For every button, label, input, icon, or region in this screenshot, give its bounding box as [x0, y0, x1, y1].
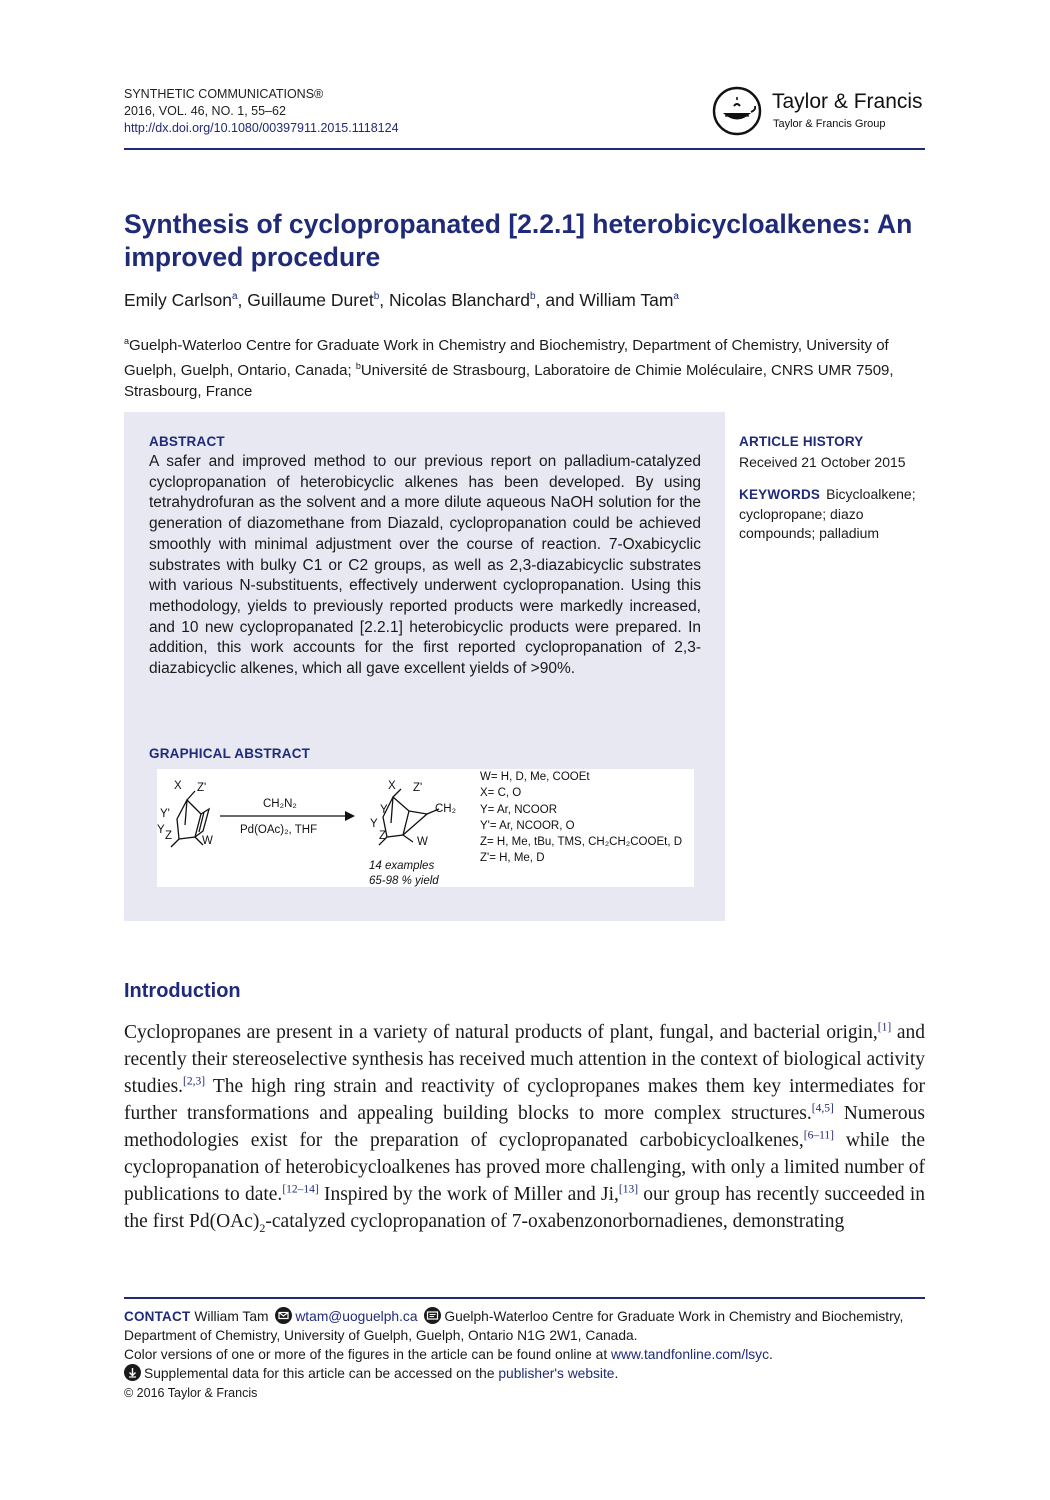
- label-x: X: [388, 780, 396, 792]
- label-x: X: [174, 780, 182, 792]
- publisher-group: Taylor & Francis Group: [773, 118, 886, 130]
- introduction-text: [124, 1019, 925, 1235]
- punctuation: .: [768, 1347, 773, 1362]
- affiliation-mark: b: [373, 291, 380, 303]
- introduction-heading: Introduction: [124, 980, 241, 1002]
- envelope-icon: [275, 1307, 292, 1324]
- citation-link[interactable]: [1]: [877, 1021, 892, 1034]
- supplemental-data-icon: [124, 1364, 141, 1381]
- author-name: William Tam: [579, 290, 674, 310]
- subscript: 2: [259, 1220, 266, 1235]
- publisher-logo: [712, 86, 932, 140]
- substituent-line: W= H, D, Me, COOEt: [480, 771, 590, 783]
- teapot-lamp-icon: [712, 86, 762, 136]
- contact-address: Guelph-Waterloo Centre for Graduate Work in Chemistry and Biochemistry, Department of Chemistry, University of Guelph, Guelph, Ontario N1G 2W1, Canada.: [124, 1309, 904, 1343]
- citation-link[interactable]: [6–11]: [803, 1129, 834, 1142]
- intro-text-run: Cyclopropanes are present in a variety of natural products of plant, fungal, and bacterial origin,: [124, 1022, 878, 1043]
- contact-name: William Tam: [194, 1309, 269, 1324]
- keywords-heading: KEYWORDS: [739, 487, 821, 502]
- received-date: Received 21 October 2015: [739, 454, 906, 470]
- affiliation-mark: a: [231, 291, 238, 303]
- email-link[interactable]: wtam@uoguelph.ca: [295, 1309, 418, 1324]
- journal-website-link[interactable]: www.tandfonline.com/lsyc: [611, 1347, 769, 1362]
- affiliation-b: Université de Strasbourg, Laboratoire de Chimie Moléculaire, CNRS UMR 7509, Strasbourg, France: [124, 362, 894, 400]
- examples-note: 14 examples: [369, 860, 435, 872]
- affiliations: [124, 331, 929, 402]
- citation-link[interactable]: [4,5]: [811, 1102, 834, 1115]
- article-title: Synthesis of cyclopropanated [2.2.1] heterobicycloalkenes: An improved procedure: [124, 209, 913, 272]
- affiliation-a: Guelph-Waterloo Centre for Graduate Work in Chemistry and Biochemistry, Department of Chemistry, University of Guelph, Guelph, Ontario, Canada;: [124, 337, 889, 379]
- keywords: [739, 485, 934, 544]
- abstract-heading: ABSTRACT: [149, 434, 225, 449]
- publisher-name: Taylor & Francis: [772, 90, 923, 113]
- color-note-line: [124, 1345, 925, 1364]
- intro-text-run: while the cyclopropanation of heterobicycloalkenes has proved more challenging, with only a limited number of publications to date.: [124, 1130, 925, 1205]
- substituent-line: Y= Ar, NCOOR: [480, 803, 558, 816]
- substituent-line: X= C, O: [480, 787, 522, 800]
- label-y: Y: [370, 818, 378, 830]
- keywords-list: Bicycloalkene; cyclopropane; diazo compounds; palladium: [739, 486, 916, 541]
- abstract-text: A safer and improved method to our previous report on palladium-catalyzed cyclopropanation of heterobicyclic alkenes has been developed. By using tetrahydrofuran as the solvent and a more dilute aqueous NaOH solution for the generation of diazomethane from Diazald, cyclopropanation could be achieved smoothly with minimal adjustment over the course of reaction. 7-Oxabicyclic substrates with bulky C1 or C2 groups, as well as 2,3-diazabicyclic substrates with various N-substituents, effectively underwent cyclopropanation. Using this methodology, yields to previously reported products were markedly increased, and 10 new cyclopropanated [2.2.1] heterobicyclic products were prepared. In addition, this work accounts for the first reported cyclopropanation of 2,3-diazabicyclic alkenes, which all gave excellent yields of >90%.: [149, 453, 701, 678]
- contact-block: [124, 1307, 925, 1383]
- copyright: © 2016 Taylor & Francis: [124, 1386, 258, 1400]
- intro-text-run: -catalyzed cyclopropanation of 7-oxabenzonorbornadienes, demonstrating: [265, 1211, 845, 1232]
- substituent-line: Z'= H, Me, D: [480, 852, 545, 865]
- author-separator: , and: [535, 290, 580, 310]
- substituent-line: Y'= Ar, NCOOR, O: [480, 819, 575, 832]
- color-note: Color versions of one or more of the figures in the article can be found online at: [124, 1347, 612, 1362]
- label-z-prime: Z': [413, 782, 423, 794]
- affiliation-mark: a: [124, 336, 130, 346]
- author-list: [124, 290, 679, 311]
- yield-note: 65-98 % yield: [369, 875, 439, 887]
- label-w: W: [202, 835, 213, 847]
- author-name: Nicolas Blanchard: [389, 290, 531, 310]
- label-z-prime: Z': [197, 782, 207, 794]
- label-z: Z: [165, 830, 173, 842]
- substituent-list: [480, 769, 682, 867]
- punctuation: .: [614, 1366, 619, 1381]
- author-name: Emily Carlson: [124, 290, 232, 310]
- substituent-line: Z= H, Me, tBu, TMS, CH₂CH₂COOEt, D: [480, 836, 683, 849]
- header-divider: [124, 148, 925, 150]
- affiliation-mark: a: [673, 291, 679, 303]
- supplemental-note: Supplemental data for this article can be accessed on the: [144, 1366, 499, 1381]
- affiliation-mark: b: [355, 361, 361, 371]
- label-y: Y: [157, 824, 165, 836]
- article-history-heading: ARTICLE HISTORY: [739, 434, 864, 449]
- graphical-abstract-heading: GRAPHICAL ABSTRACT: [149, 746, 311, 761]
- affiliation-mark: b: [530, 291, 536, 303]
- supplemental-note-line: [124, 1364, 925, 1383]
- doi-link[interactable]: http://dx.doi.org/10.1080/00397911.2015.1118124: [124, 121, 399, 135]
- intro-text-run: Inspired by the work of Miller and Ji,: [318, 1184, 619, 1205]
- intro-text-run: The high ring strain and reactivity of cyclopropanes makes them key intermediates for further transformations and appealing building blocks to more complex structures.: [124, 1076, 925, 1124]
- footer-divider: [124, 1297, 925, 1299]
- citation-link[interactable]: [12–14]: [282, 1183, 319, 1196]
- author-separator: ,: [379, 290, 389, 310]
- journal-volume: 2016, VOL. 46, NO. 1, 55–62: [124, 104, 286, 118]
- contact-heading: CONTACT: [124, 1309, 191, 1324]
- reagent-bottom: Pd(OAc)₂, THF: [240, 824, 318, 836]
- address-card-icon: [424, 1307, 441, 1324]
- journal-name: SYNTHETIC COMMUNICATIONS®: [124, 87, 324, 101]
- label-y-prime: Y: [380, 804, 388, 816]
- label-z: Z: [379, 830, 387, 842]
- label-y-prime: Y': [160, 808, 170, 820]
- publisher-website-link[interactable]: publisher's website: [498, 1366, 615, 1381]
- citation-link[interactable]: [13]: [618, 1183, 639, 1196]
- label-w: W: [417, 836, 428, 848]
- reagent-top: CH₂N₂: [263, 798, 297, 810]
- author-name: Guillaume Duret: [247, 290, 374, 310]
- graphical-abstract: [157, 769, 694, 887]
- intro-text-run: Numerous methodologies exist for the preparation of cyclopropanated carbobicycloalkenes,: [124, 1103, 925, 1151]
- journal-info: [124, 86, 399, 137]
- label-ch2: CH₂: [435, 803, 457, 815]
- intro-text-run: our group has recently succeeded in the first Pd(OAc): [124, 1184, 925, 1232]
- citation-link[interactable]: [2,3]: [183, 1075, 206, 1088]
- author-separator: ,: [237, 290, 248, 310]
- intro-text-run: and recently their stereoselective synthesis has received much attention in the context of biological activity studies.: [124, 1022, 925, 1097]
